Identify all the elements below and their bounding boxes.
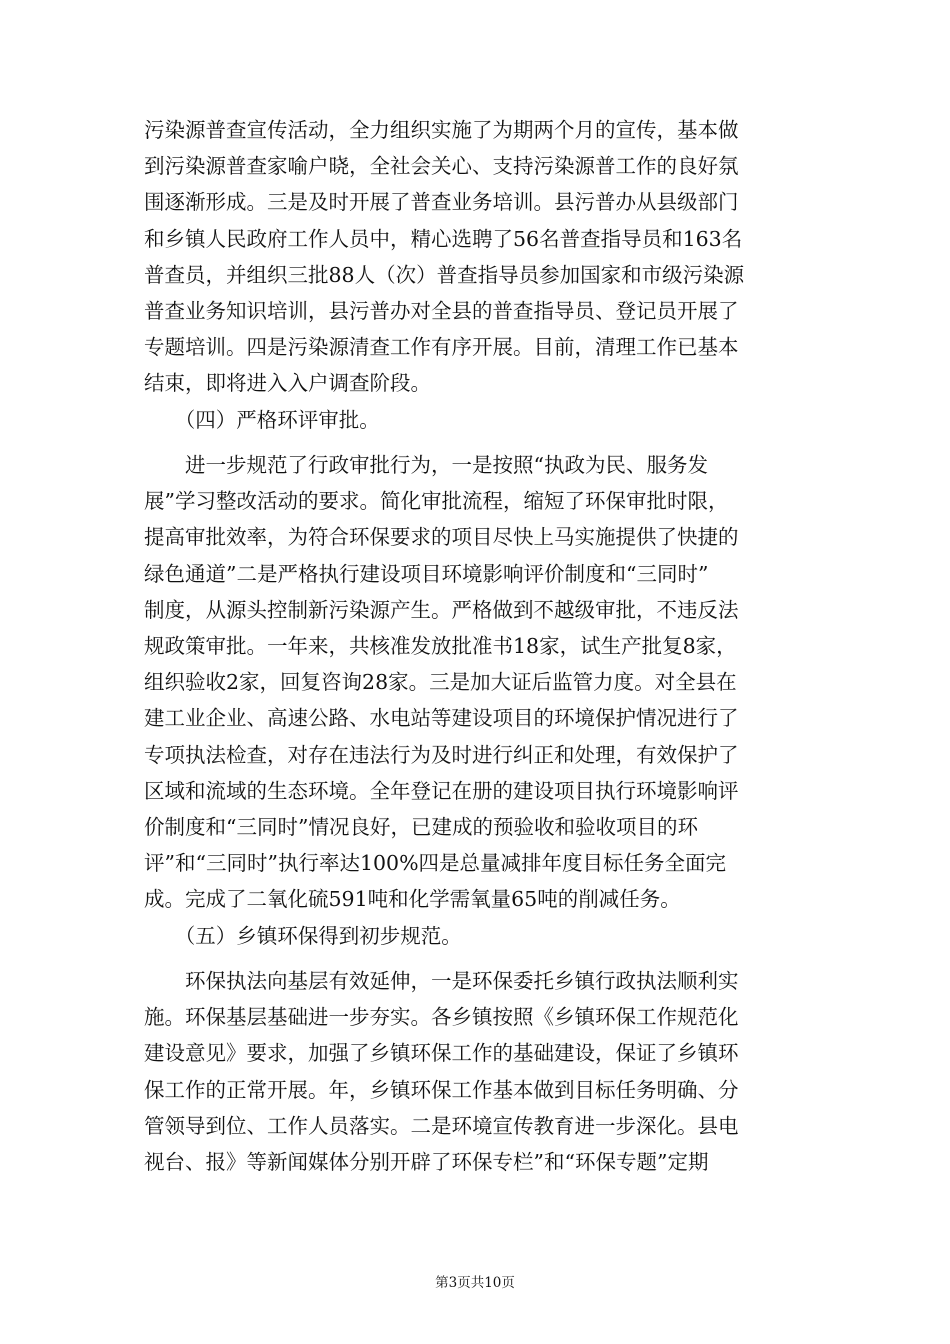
- heading-text: （五）乡镇环保得到初步规范。: [144, 924, 462, 948]
- section-heading-4: [144, 402, 808, 438]
- text-line: 绿色通道”二是严格执行建设项目环境影响评价制度和“三同时”: [144, 561, 709, 586]
- paragraph-eia-approval: [144, 447, 808, 917]
- text-line: 施。环保基层基础进一步夯实。各乡镇按照《乡镇环保工作规范化: [144, 1005, 739, 1030]
- text-line: 区域和流域的生态环境。全年登记在册的建设项目执行环境影响评: [144, 778, 739, 803]
- text-line: 规政策审批。一年来，共核准发放批准书18家，试生产批复8家，: [144, 633, 737, 658]
- text-line: 污染源普查宣传活动，全力组织实施了为期两个月的宣传，基本做: [144, 118, 739, 142]
- text-line: 到污染源普查家喻户晓，全社会关心、支持污染源普工作的良好氛: [144, 154, 739, 179]
- text-line: 成。完成了二氧化硫591吨和化学需氧量65吨的削减任务。: [144, 887, 681, 912]
- text-line: 环保执法向基层有效延伸，一是环保委托乡镇行政执法顺利实: [144, 969, 739, 993]
- text-line: 制度，从源头控制新污染源产生。严格做到不越级审批，不违反法: [144, 597, 739, 622]
- text-line: 结束，即将进入入户调查阶段。: [144, 371, 431, 396]
- paragraph-township-env: [144, 963, 808, 1180]
- text-line: 组织验收2家，回复咨询28家。三是加大证后监管力度。对全县在: [144, 670, 737, 695]
- text-line: 建工业企业、高速公路、水电站等建设项目的环境保护情况进行了: [144, 706, 739, 731]
- text-line: 和乡镇人民政府工作人员中，精心选聘了56名普查指导员和163名: [144, 226, 743, 251]
- text-line: 展”学习整改活动的要求。简化审批流程，缩短了环保审批时限，: [144, 489, 729, 514]
- paragraph-pollution-census: [144, 112, 808, 402]
- text-line: 建设意见》要求，加强了乡镇环保工作的基础建设，保证了乡镇环: [144, 1041, 739, 1066]
- text-line: 视台、报》等新闻媒体分别开辟了环保专栏”和“环保专题”定期: [144, 1149, 709, 1174]
- text-line: 围逐渐形成。三是及时开展了普查业务培训。县污普办从县级部门: [144, 190, 739, 215]
- text-line: 评”和“三同时”执行率达100%四是总量减排年度目标任务全面完: [144, 851, 727, 876]
- section-heading-5: [144, 918, 808, 954]
- text-line: 普查员，并组织三批88人（次）普查指导员参加国家和市级污染源: [144, 262, 745, 287]
- text-line: 进一步规范了行政审批行为，一是按照“执政为民、服务发: [144, 453, 708, 477]
- text-line: 专项执法检查，对存在违法行为及时进行纠正和处理，有效保护了: [144, 742, 739, 767]
- page-number-footer: 第3页共10页: [435, 1275, 515, 1291]
- text-line: 保工作的正常开展。年，乡镇环保工作基本做到目标任务明确、分: [144, 1077, 739, 1102]
- heading-text: （四）严格环评审批。: [144, 408, 380, 432]
- text-line: 普查业务知识培训，县污普办对全县的普查指导员、登记员开展了: [144, 298, 739, 323]
- text-line: 专题培训。四是污染源清查工作有序开展。目前，清理工作已基本: [144, 335, 739, 360]
- text-line: 管领导到位、工作人员落实。二是环境宣传教育进一步深化。县电: [144, 1113, 739, 1138]
- text-line: 价制度和“三同时”情况良好，已建成的预验收和验收项目的环: [144, 814, 698, 839]
- text-line: 提高审批效率，为符合环保要求的项目尽快上马实施提供了快捷的: [144, 525, 739, 550]
